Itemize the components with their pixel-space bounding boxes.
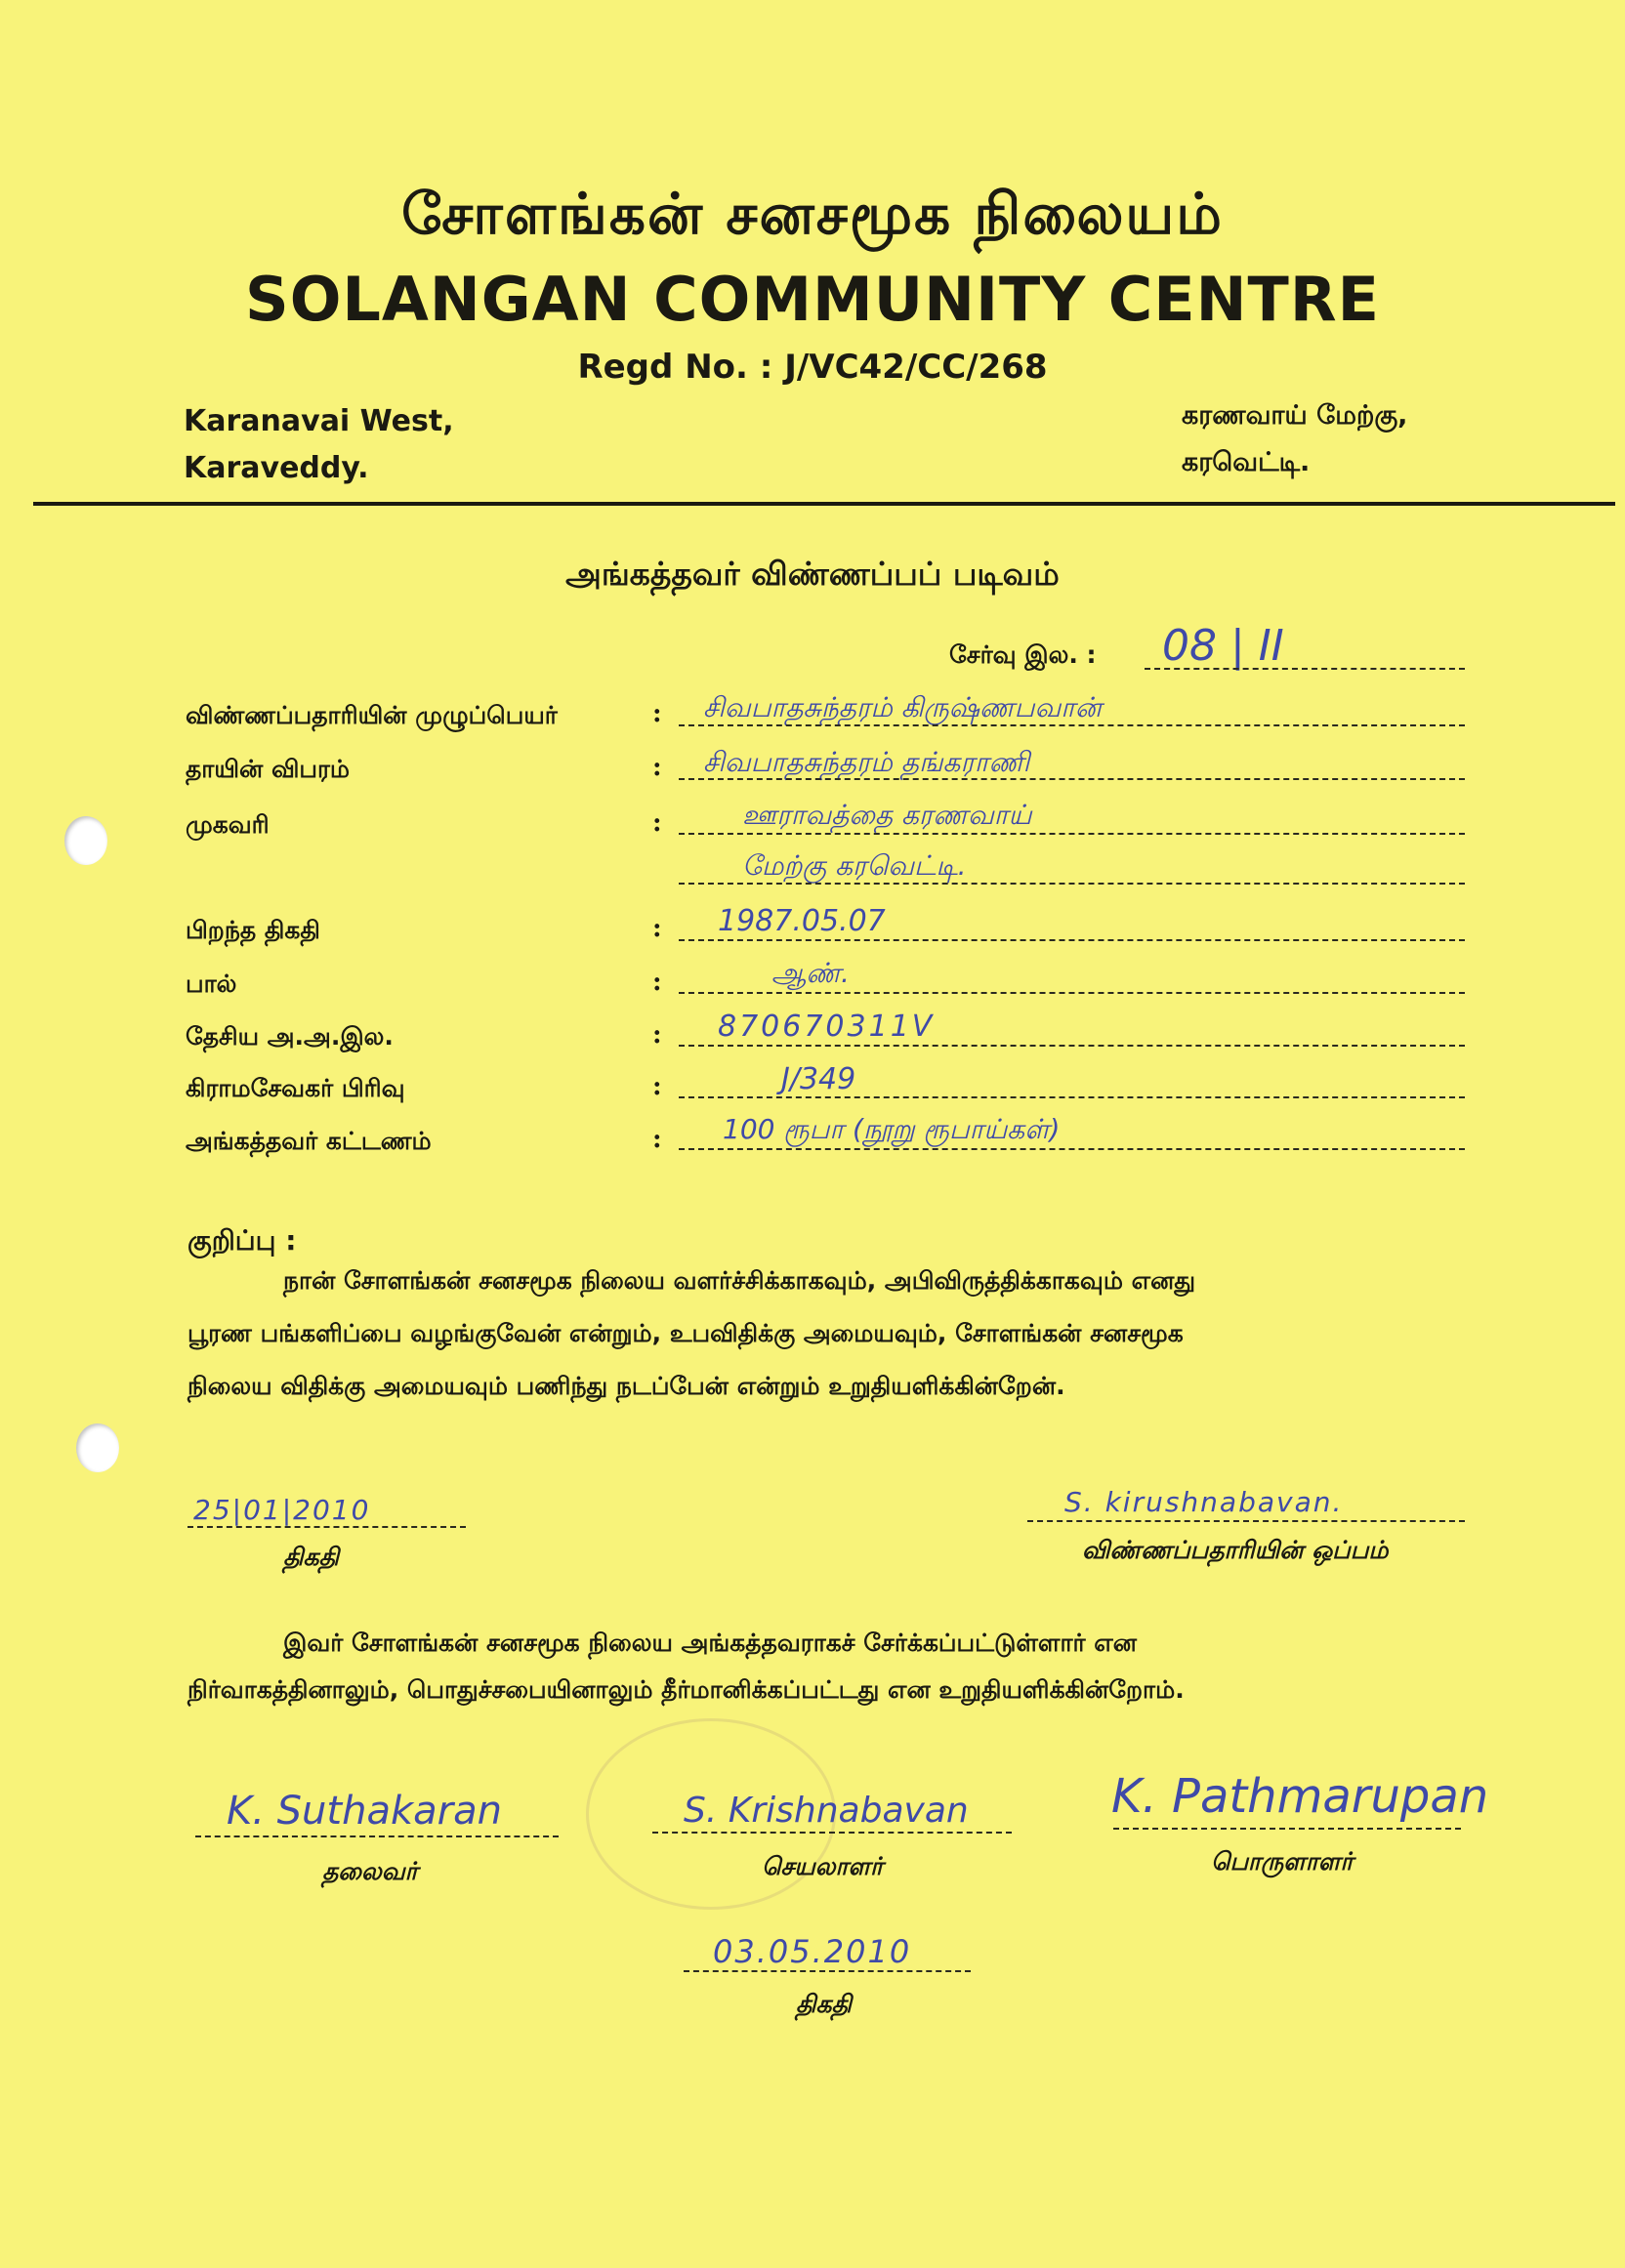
secretary-signature-rule [652, 1832, 1012, 1834]
field-label-gender: பால் [186, 969, 237, 998]
form-title: அங்கத்தவர் விண்ணப்பப் படிவம் [565, 555, 1060, 593]
punch-hole-top [64, 816, 107, 865]
field-rule [679, 833, 1465, 835]
field-rule [679, 1148, 1465, 1150]
field-value-address-line-1: ஊராவத்தை கரணவாய் [742, 799, 1032, 831]
field-rule [679, 724, 1465, 726]
field-rule [679, 939, 1465, 941]
president-signature: K. Suthakaran [227, 1789, 502, 1834]
note-line-1: நான் சோளங்கன் சனசமூக நிலைய வளர்ச்சிக்காகவும், அபிவிருத்திக்காகவும் எனது [283, 1266, 1196, 1295]
serial-label: சேர்வு இல. : [949, 640, 1097, 669]
field-value-gender: ஆண். [771, 957, 850, 989]
header-divider [33, 502, 1615, 506]
field-colon: : [652, 968, 662, 997]
title-tamil: சோளங்கன் சனசமூக நிலையம் [401, 181, 1224, 247]
field-value-nic: 870670311V [718, 1010, 936, 1044]
field-rule [679, 778, 1465, 780]
note-line-3: நிலைய விதிக்கு அமையவும் பணிந்து நடப்பேன் என்றும் உறுதியளிக்கின்றேன். [188, 1372, 1065, 1400]
applicant-signature-value: S. kirushnabavan. [1064, 1486, 1344, 1518]
field-value-membership-fee: 100 ரூபா (நூறு ரூபாய்கள்) [723, 1113, 1061, 1145]
title-english: SOLANGAN COMMUNITY CENTRE [245, 264, 1380, 335]
address-right-line-2: கரவெட்டி. [1182, 447, 1311, 477]
secretary-label: செயலாளர் [762, 1852, 884, 1880]
final-date-rule [684, 1970, 971, 1972]
field-rule [679, 883, 1465, 885]
treasurer-label: பொருளாளர் [1211, 1847, 1354, 1876]
field-label-full-name: விண்ணப்பதாரியின் முழுப்பெயர் [186, 701, 558, 729]
field-colon: : [652, 1020, 662, 1050]
field-colon: : [652, 914, 662, 943]
field-value-address-line-2: மேற்கு கரவெட்டி. [742, 849, 967, 882]
applicant-signature-label: விண்ணப்பதாரியின் ஒப்பம் [1082, 1536, 1389, 1564]
approval-line-1: இவர் சோளங்கன் சனசமூக நிலைய அங்கத்தவராகச் சேர்க்கப்பட்டுள்ளார் என [283, 1629, 1138, 1657]
address-right-line-1: கரணவாய் மேற்கு, [1182, 400, 1408, 431]
applicant-date-rule [188, 1526, 466, 1528]
field-rule [679, 1045, 1465, 1047]
field-label-dob: பிறந்த திகதி [186, 916, 320, 944]
treasurer-signature: K. Pathmarupan [1111, 1769, 1489, 1824]
president-label: தலைவர் [322, 1857, 418, 1885]
field-colon: : [652, 699, 662, 728]
applicant-date-label: திகதி [283, 1543, 339, 1571]
secretary-signature: S. Krishnabavan [684, 1791, 969, 1831]
address-left-line-2: Karaveddy. [184, 451, 369, 485]
address-left-line-1: Karanavai West, [184, 404, 454, 438]
note-heading: குறிப்பு : [188, 1224, 297, 1257]
final-date-label: திகதி [796, 1990, 852, 2018]
field-colon: : [652, 808, 662, 838]
field-rule [679, 1096, 1465, 1098]
field-label-address: முகவரி [186, 810, 270, 839]
punch-hole-bottom [76, 1423, 119, 1472]
serial-rule [1145, 668, 1465, 670]
final-date-value: 03.05.2010 [713, 1933, 912, 1970]
field-label-mother: தாயின் விபரம் [186, 755, 351, 783]
field-value-mother: சிவபாதசுந்தரம் தங்கராணி [703, 746, 1030, 778]
treasurer-signature-rule [1113, 1828, 1461, 1830]
field-colon: : [652, 753, 662, 782]
approval-line-2: நிர்வாகத்தினாலும், பொதுச்சபையினாலும் தீர்மானிக்கப்பட்டது என உறுதியளிக்கின்றோம். [188, 1675, 1185, 1704]
field-label-nic: தேசிய அ.அ.இல. [186, 1022, 394, 1051]
field-value-gs-division: J/349 [781, 1062, 856, 1096]
field-label-gs-division: கிராமசேவகர் பிரிவு [186, 1074, 405, 1102]
serial-value: 08 | II [1162, 621, 1284, 671]
applicant-date-value: 25|01|2010 [193, 1494, 371, 1526]
president-signature-rule [195, 1835, 559, 1837]
note-line-2: பூரண பங்களிப்பை வழங்குவேன் என்றும், உபவிதிக்கு அமையவும், சோளங்கன் சனசமூக [188, 1319, 1184, 1347]
field-label-membership-fee: அங்கத்தவர் கட்டணம் [186, 1127, 432, 1155]
field-rule [679, 992, 1465, 994]
field-value-dob: 1987.05.07 [718, 904, 886, 938]
field-colon: : [652, 1125, 662, 1154]
registration-number: Regd No. : J/VC42/CC/268 [577, 348, 1048, 387]
field-value-full-name: சிவபாதசுந்தரம் கிருஷ்ணபவான் [703, 691, 1103, 723]
applicant-signature-rule [1027, 1520, 1465, 1522]
field-colon: : [652, 1072, 662, 1101]
